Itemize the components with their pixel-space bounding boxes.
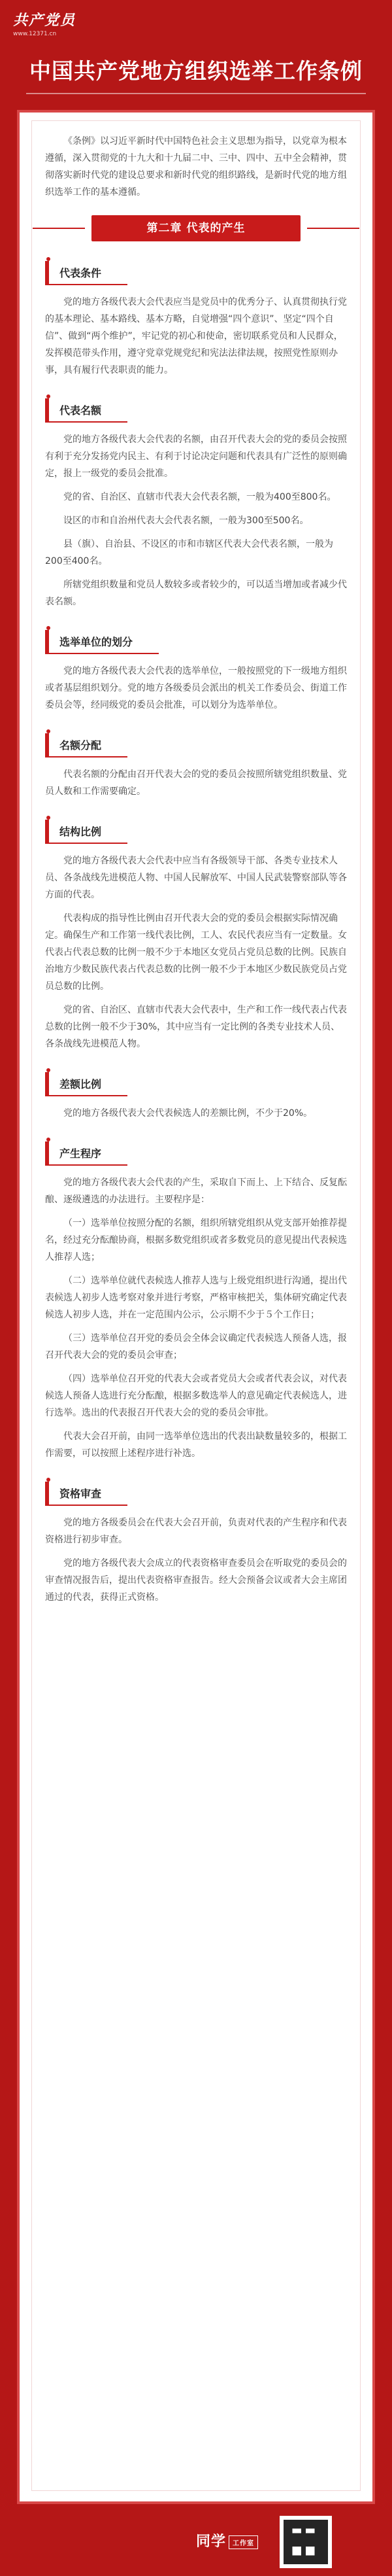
section-paragraph: 党的地方各级代表大会代表应当是党员中的优秀分子、认真贯彻执行党的基本理论、基本路线、基本方略，自觉增强“四个意识”、坚定“四个自信”、做到“两个维护”，牢记党的初心和使命，密切联系党员和人民群众，发挥模范带头作用，遵守党章党规党纪和宪法法律法规，按照党性原则办事，具有履行代表职责的能力。	[45, 297, 347, 375]
section	[45, 1068, 347, 1122]
article-card	[17, 110, 375, 2504]
section-paragraph: 代表大会召开前，由同一选举单位选出的代表出缺数量较多的，根据工作需要，可以按照上述程序进行补选。	[45, 1431, 347, 1459]
section-paragraph: 党的地方各级代表大会代表候选人的差额比例，不少于20%。	[63, 1108, 313, 1119]
section-header	[45, 626, 347, 656]
article-body	[31, 120, 361, 2491]
section-paragraph: （四）选举单位召开党的代表大会或者党员大会或者代表会议，对代表候选人预备人选进行充分酝酿，根据多数选举人的意见确定代表候选人，进行选举。选出的代表报召开代表大会的党的委员会审批。	[45, 1374, 347, 1418]
section-title: 资格审查	[45, 1482, 110, 1506]
section-header	[45, 1478, 347, 1508]
section-paragraph: 党的地方各级代表大会成立的代表资格审查委员会在听取党的委员会的审查情况报告后，提出代表资格审查报告。经大会预备会议或者大会主席团通过的代表，获得正式资格。	[45, 1558, 347, 1603]
chapter-heading: 第二章 代表的产生	[91, 215, 301, 241]
section-paragraph: 县（旗）、自治县、不设区的市和市辖区代表大会代表名额，一般为200至400名。	[45, 539, 333, 566]
section-paragraph: 党的地方各级委员会在代表大会召开前，负责对代表的产生程序和代表资格进行初步审查。	[45, 1518, 347, 1545]
section-header	[45, 257, 347, 287]
section-paragraph: 党的地方各级代表大会代表的选举单位，一般按照党的下一级地方组织或者基层组织划分。党的地方各级委员会派出的机关工作委员会、街道工作委员会等，经同级党的委员会批准，可以划分为选举单位。	[45, 666, 347, 710]
section-header	[45, 1068, 347, 1098]
section-header	[45, 816, 347, 846]
section-paragraph: （二）选举单位就代表候选人推荐人选与上级党组织进行沟通，提出代表候选人初步人选考察对象并进行考察，严格审核把关，集体研究确定代表候选人初步人选，并在一定范围内公示，公示期不少于５个工作日；	[45, 1276, 347, 1320]
section-title: 名额分配	[45, 733, 110, 757]
page-title: 中国共产党地方组织选举工作条例	[29, 58, 363, 84]
section-paragraph: 党的地方各级代表大会代表的产生，采取自下而上、上下结合、反复酝酿、逐级遴选的办法进行。主要程序是：	[45, 1177, 347, 1205]
section-paragraph: 所辖党组织数量和党员人数较多或者较少的，可以适当增加或者减少代表名额。	[45, 580, 347, 607]
footer-brand-text: 同学	[196, 2533, 227, 2550]
section-title: 代表名额	[45, 398, 110, 423]
section-header	[45, 1138, 347, 1168]
section	[45, 394, 347, 610]
section	[45, 626, 347, 714]
section-paragraph: （三）选举单位召开党的委员会全体会议确定代表候选人预备人选，报召开代表大会的党的委员会审查；	[45, 1333, 347, 1361]
section-title: 产生程序	[45, 1141, 110, 1166]
intro-paragraph: 《条例》以习近平新时代中国特色社会主义思想为指导，以党章为根本遵循，深入贯彻党的十九大和十九届二中、三中、四中、五中全会精神，贯彻落实新时代党的建设总要求和新时代党的组织路线，是新时代党的地方组织选举工作的基本遵循。	[45, 136, 347, 198]
footer	[0, 2504, 392, 2576]
section-paragraph: 党的省、自治区、直辖市代表大会代表名额，一般为400至800名。	[63, 492, 336, 502]
section-paragraph: （一）选举单位按照分配的名额，组织所辖党组织从党支部开始推荐提名，经过充分酝酿协商，根据多数党组织或者多数党员的意见提出代表候选人推荐人选；	[45, 1218, 347, 1262]
footer-brand-sub: 工作室	[229, 2535, 258, 2549]
section-title: 代表条件	[45, 261, 110, 285]
section-title: 选举单位的划分	[45, 630, 142, 654]
qr-code-icon	[280, 2516, 332, 2568]
section-paragraph: 党的地方各级代表大会代表中应当有各级领导干部、各类专业技术人员、各条战线先进模范人物、中国人民解放军、中国人民武装警察部队等各方面的代表。	[45, 856, 347, 900]
site-logo[interactable]	[13, 9, 379, 37]
section-paragraph: 代表构成的指导性比例由召开代表大会的党的委员会根据实际情况确定。确保生产和工作第一线代表比例，工人、农民代表应当有一定数量。女代表占代表总数的比例一般不少于本地区女党员占党员总数的比例。民族自治地方少数民族代表占代表总数的比例一般不少于本地区少数民族党员占党员总数的比例。	[45, 913, 347, 992]
logo-url: www.12371.cn	[13, 31, 57, 37]
section-title: 结构比例	[45, 820, 110, 844]
section	[45, 816, 347, 1053]
section	[45, 257, 347, 379]
header	[0, 0, 392, 124]
section	[45, 1478, 347, 1606]
section-paragraph: 党的省、自治区、直辖市代表大会代表中，生产和工作一线代表占代表总数的比例一般不少于30%，其中应当有一定比例的各类专业技术人员、各条战线先进模范人物。	[45, 1005, 347, 1049]
section-paragraph: 代表名额的分配由召开代表大会的党的委员会按照所辖党组织数量、党员人数和工作需要确定。	[45, 769, 347, 797]
section	[45, 729, 347, 800]
section-paragraph: 党的地方各级代表大会代表的名额，由召开代表大会的党的委员会按照有利于充分发扬党内民主、有利于讨论决定问题和代表具有广泛性的原则确定，报上一级党的委员会批准。	[45, 434, 347, 479]
section-title: 差额比例	[45, 1072, 110, 1096]
section-paragraph: 设区的市和自治州代表大会代表名额，一般为300至500名。	[63, 515, 309, 526]
section	[45, 1138, 347, 1462]
section-header	[45, 394, 347, 425]
title-divider	[26, 93, 366, 94]
logo-text: 共产党员	[13, 12, 76, 29]
section-header	[45, 729, 347, 759]
footer-brand	[196, 2530, 258, 2550]
sections-list	[45, 257, 347, 1606]
